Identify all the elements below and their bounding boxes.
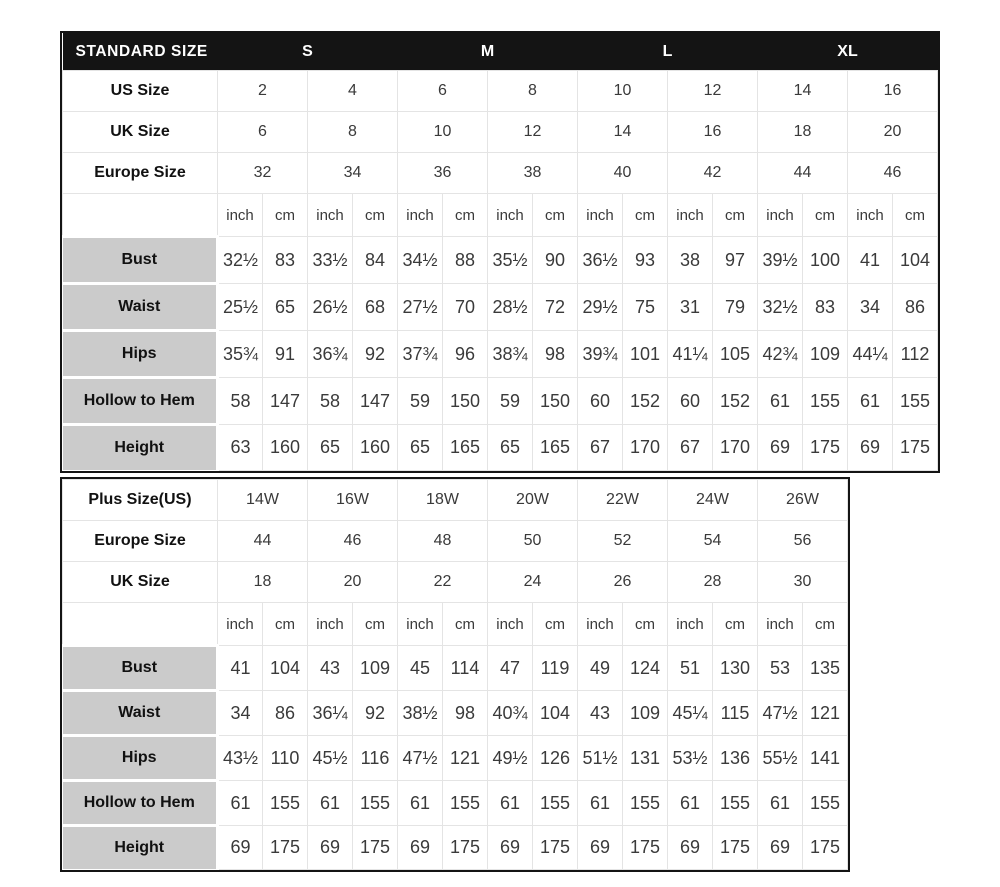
measure-cell: 175	[263, 826, 308, 870]
size-cell: 20W	[488, 480, 578, 521]
measure-cell: 124	[623, 646, 668, 691]
measure-cell: 101	[623, 331, 668, 378]
measure-cell: 45½	[308, 736, 353, 781]
measure-cell: 61	[578, 781, 623, 826]
measure-cell: 72	[533, 284, 578, 331]
measure-cell: 69	[398, 826, 443, 870]
measure-cell: 36¼	[308, 691, 353, 736]
measure-cell: 69	[488, 826, 533, 870]
size-cell: 52	[578, 521, 668, 562]
size-cell: 18W	[398, 480, 488, 521]
measure-cell: 61	[668, 781, 713, 826]
row-label: Hollow to Hem	[63, 378, 218, 425]
measure-cell: 115	[713, 691, 758, 736]
unit-cell: cm	[353, 194, 398, 237]
unit-cell: inch	[398, 603, 443, 646]
size-cell: 26	[578, 562, 668, 603]
measure-cell: 43½	[218, 736, 263, 781]
unit-cell: cm	[803, 194, 848, 237]
size-cell: 30	[758, 562, 848, 603]
measure-cell: 69	[758, 826, 803, 870]
unit-cell: cm	[623, 603, 668, 646]
measure-cell: 37¾	[398, 331, 443, 378]
measure-cell: 65	[398, 425, 443, 471]
unit-cell: cm	[263, 603, 308, 646]
size-group-header: M	[398, 33, 578, 71]
measurement-row	[63, 237, 938, 284]
measure-cell: 90	[533, 237, 578, 284]
measure-cell: 92	[353, 331, 398, 378]
size-cell: 36	[398, 153, 488, 194]
measure-cell: 155	[893, 378, 938, 425]
measure-cell: 53½	[668, 736, 713, 781]
measure-cell: 105	[713, 331, 758, 378]
unit-cell: inch	[308, 194, 353, 237]
size-cell: 20	[848, 112, 938, 153]
row-label: Hips	[63, 331, 218, 378]
unit-cell: inch	[578, 194, 623, 237]
unit-row	[63, 194, 938, 237]
measure-cell: 38½	[398, 691, 443, 736]
measure-cell: 92	[353, 691, 398, 736]
row-label: Hips	[63, 736, 218, 781]
measure-cell: 65	[263, 284, 308, 331]
unit-cell: cm	[263, 194, 308, 237]
measure-cell: 135	[803, 646, 848, 691]
measure-cell: 35¾	[218, 331, 263, 378]
measure-cell: 32½	[758, 284, 803, 331]
measure-cell: 68	[353, 284, 398, 331]
measure-cell: 109	[353, 646, 398, 691]
measure-cell: 67	[578, 425, 623, 471]
measure-cell: 155	[443, 781, 488, 826]
measure-cell: 141	[803, 736, 848, 781]
size-cell: 8	[308, 112, 398, 153]
measure-cell: 47½	[398, 736, 443, 781]
measure-cell: 98	[533, 331, 578, 378]
measure-cell: 96	[443, 331, 488, 378]
size-group-header: S	[218, 33, 398, 71]
size-cell: 6	[218, 112, 308, 153]
measure-cell: 116	[353, 736, 398, 781]
unit-cell: cm	[353, 603, 398, 646]
measure-cell: 104	[263, 646, 308, 691]
measure-cell: 63	[218, 425, 263, 471]
row-label: Bust	[63, 646, 218, 691]
measurement-row	[63, 284, 938, 331]
measure-cell: 69	[578, 826, 623, 870]
measure-cell: 147	[263, 378, 308, 425]
size-conversion-row	[63, 153, 938, 194]
measure-cell: 160	[263, 425, 308, 471]
size-cell: 24W	[668, 480, 758, 521]
measure-cell: 114	[443, 646, 488, 691]
measure-cell: 175	[893, 425, 938, 471]
measure-cell: 28½	[488, 284, 533, 331]
unit-cell: inch	[398, 194, 443, 237]
row-label: Hollow to Hem	[63, 781, 218, 826]
measure-cell: 29½	[578, 284, 623, 331]
measure-cell: 45	[398, 646, 443, 691]
measure-cell: 38¾	[488, 331, 533, 378]
measure-cell: 155	[533, 781, 578, 826]
unit-cell: inch	[758, 603, 803, 646]
measure-cell: 59	[398, 378, 443, 425]
size-cell: 4	[308, 71, 398, 112]
measurement-row	[63, 826, 848, 870]
row-label: Waist	[63, 691, 218, 736]
unit-row-label	[63, 603, 218, 646]
measure-cell: 93	[623, 237, 668, 284]
measure-cell: 47	[488, 646, 533, 691]
size-cell: 22	[398, 562, 488, 603]
measure-cell: 79	[713, 284, 758, 331]
measurement-row	[63, 331, 938, 378]
measure-cell: 155	[263, 781, 308, 826]
measure-cell: 150	[443, 378, 488, 425]
measurement-row	[63, 378, 938, 425]
measure-cell: 75	[623, 284, 668, 331]
measure-cell: 155	[713, 781, 758, 826]
row-label: Europe Size	[63, 153, 218, 194]
measure-cell: 58	[308, 378, 353, 425]
unit-cell: inch	[488, 194, 533, 237]
measure-cell: 165	[533, 425, 578, 471]
measure-cell: 36¾	[308, 331, 353, 378]
size-cell: 16	[668, 112, 758, 153]
measure-cell: 61	[758, 781, 803, 826]
measure-cell: 69	[758, 425, 803, 471]
measure-cell: 51	[668, 646, 713, 691]
size-cell: 8	[488, 71, 578, 112]
measure-cell: 45¼	[668, 691, 713, 736]
size-cell: 14	[758, 71, 848, 112]
measure-cell: 86	[893, 284, 938, 331]
measure-cell: 175	[803, 826, 848, 870]
unit-cell: inch	[758, 194, 803, 237]
measurement-row	[63, 781, 848, 826]
measure-cell: 58	[218, 378, 263, 425]
measure-cell: 25½	[218, 284, 263, 331]
measure-cell: 35½	[488, 237, 533, 284]
measure-cell: 136	[713, 736, 758, 781]
size-cell: 34	[308, 153, 398, 194]
measure-cell: 69	[668, 826, 713, 870]
measure-cell: 175	[623, 826, 668, 870]
measure-cell: 147	[353, 378, 398, 425]
measure-cell: 42¾	[758, 331, 803, 378]
measure-cell: 126	[533, 736, 578, 781]
size-cell: 44	[758, 153, 848, 194]
row-label: US Size	[63, 71, 218, 112]
unit-cell: inch	[308, 603, 353, 646]
measure-cell: 65	[308, 425, 353, 471]
measure-cell: 60	[668, 378, 713, 425]
measure-cell: 53	[758, 646, 803, 691]
row-label: UK Size	[63, 112, 218, 153]
row-label: Waist	[63, 284, 218, 331]
unit-cell: inch	[668, 603, 713, 646]
unit-cell: cm	[803, 603, 848, 646]
row-label: Europe Size	[63, 521, 218, 562]
measure-cell: 109	[623, 691, 668, 736]
size-cell: 2	[218, 71, 308, 112]
measure-cell: 109	[803, 331, 848, 378]
measure-cell: 32½	[218, 237, 263, 284]
measure-cell: 110	[263, 736, 308, 781]
measure-cell: 40¾	[488, 691, 533, 736]
table-header-row	[63, 33, 938, 71]
size-cell: 20	[308, 562, 398, 603]
measurement-row	[63, 691, 848, 736]
measure-cell: 44¼	[848, 331, 893, 378]
unit-cell: cm	[533, 194, 578, 237]
measure-cell: 175	[713, 826, 758, 870]
measure-cell: 83	[803, 284, 848, 331]
size-conversion-row	[63, 480, 848, 521]
unit-cell: inch	[578, 603, 623, 646]
measure-cell: 61	[848, 378, 893, 425]
measurement-row	[63, 646, 848, 691]
size-conversion-row	[63, 562, 848, 603]
measure-cell: 33½	[308, 237, 353, 284]
measure-cell: 98	[443, 691, 488, 736]
size-cell: 54	[668, 521, 758, 562]
size-cell: 28	[668, 562, 758, 603]
measure-cell: 49	[578, 646, 623, 691]
measure-cell: 27½	[398, 284, 443, 331]
row-label: Height	[63, 425, 218, 471]
unit-cell: cm	[713, 194, 758, 237]
size-cell: 38	[488, 153, 578, 194]
size-cell: 12	[488, 112, 578, 153]
size-cell: 46	[308, 521, 398, 562]
measure-cell: 104	[893, 237, 938, 284]
row-label: Plus Size(US)	[63, 480, 218, 521]
unit-cell: cm	[623, 194, 668, 237]
measure-cell: 152	[623, 378, 668, 425]
measure-cell: 39½	[758, 237, 803, 284]
unit-cell: cm	[893, 194, 938, 237]
row-label: UK Size	[63, 562, 218, 603]
measure-cell: 69	[218, 826, 263, 870]
measure-cell: 97	[713, 237, 758, 284]
measure-cell: 175	[533, 826, 578, 870]
size-cell: 10	[398, 112, 488, 153]
plus-size-table	[60, 477, 850, 872]
measure-cell: 121	[443, 736, 488, 781]
size-conversion-row	[63, 71, 938, 112]
measure-cell: 83	[263, 237, 308, 284]
measure-cell: 39¾	[578, 331, 623, 378]
measure-cell: 60	[578, 378, 623, 425]
measure-cell: 55½	[758, 736, 803, 781]
size-cell: 6	[398, 71, 488, 112]
measure-cell: 34	[218, 691, 263, 736]
measure-cell: 170	[713, 425, 758, 471]
size-cell: 14W	[218, 480, 308, 521]
measure-cell: 104	[533, 691, 578, 736]
size-group-header: XL	[758, 33, 938, 71]
standard-size-table-grid	[62, 33, 938, 471]
measure-cell: 36½	[578, 237, 623, 284]
size-conversion-row	[63, 112, 938, 153]
measure-cell: 69	[308, 826, 353, 870]
unit-row	[63, 603, 848, 646]
size-cell: 26W	[758, 480, 848, 521]
size-cell: 46	[848, 153, 938, 194]
measure-cell: 155	[803, 378, 848, 425]
size-cell: 18	[218, 562, 308, 603]
measure-cell: 165	[443, 425, 488, 471]
measure-cell: 152	[713, 378, 758, 425]
measure-cell: 61	[308, 781, 353, 826]
measure-cell: 43	[308, 646, 353, 691]
measure-cell: 150	[533, 378, 578, 425]
measure-cell: 34½	[398, 237, 443, 284]
measure-cell: 61	[488, 781, 533, 826]
measurement-row	[63, 736, 848, 781]
measure-cell: 155	[353, 781, 398, 826]
measure-cell: 91	[263, 331, 308, 378]
measure-cell: 65	[488, 425, 533, 471]
unit-cell: inch	[218, 603, 263, 646]
measure-cell: 160	[353, 425, 398, 471]
size-cell: 12	[668, 71, 758, 112]
measure-cell: 155	[803, 781, 848, 826]
measure-cell: 112	[893, 331, 938, 378]
measure-cell: 86	[263, 691, 308, 736]
size-cell: 50	[488, 521, 578, 562]
measure-cell: 31	[668, 284, 713, 331]
measure-cell: 59	[488, 378, 533, 425]
measure-cell: 47½	[758, 691, 803, 736]
measure-cell: 131	[623, 736, 668, 781]
measure-cell: 88	[443, 237, 488, 284]
size-cell: 24	[488, 562, 578, 603]
row-label: Bust	[63, 237, 218, 284]
unit-row-label	[63, 194, 218, 237]
size-cell: 18	[758, 112, 848, 153]
size-cell: 10	[578, 71, 668, 112]
size-cell: 22W	[578, 480, 668, 521]
measure-cell: 130	[713, 646, 758, 691]
unit-cell: inch	[668, 194, 713, 237]
measure-cell: 170	[623, 425, 668, 471]
measure-cell: 100	[803, 237, 848, 284]
size-cell: 14	[578, 112, 668, 153]
plus-size-table-grid	[62, 479, 848, 870]
unit-cell: cm	[713, 603, 758, 646]
measure-cell: 41	[848, 237, 893, 284]
unit-cell: cm	[443, 603, 488, 646]
measure-cell: 84	[353, 237, 398, 284]
table-title: STANDARD SIZE	[63, 33, 218, 71]
standard-size-table	[60, 31, 940, 473]
measure-cell: 61	[398, 781, 443, 826]
measure-cell: 51½	[578, 736, 623, 781]
size-conversion-row	[63, 521, 848, 562]
size-group-header: L	[578, 33, 758, 71]
measure-cell: 41	[218, 646, 263, 691]
unit-cell: inch	[488, 603, 533, 646]
unit-cell: cm	[533, 603, 578, 646]
measure-cell: 61	[758, 378, 803, 425]
size-cell: 56	[758, 521, 848, 562]
unit-cell: cm	[443, 194, 488, 237]
measure-cell: 41¼	[668, 331, 713, 378]
measure-cell: 70	[443, 284, 488, 331]
measure-cell: 119	[533, 646, 578, 691]
measure-cell: 38	[668, 237, 713, 284]
measure-cell: 49½	[488, 736, 533, 781]
row-label: Height	[63, 826, 218, 870]
measure-cell: 69	[848, 425, 893, 471]
size-cell: 44	[218, 521, 308, 562]
size-cell: 40	[578, 153, 668, 194]
unit-cell: inch	[218, 194, 263, 237]
measure-cell: 175	[353, 826, 398, 870]
size-cell: 48	[398, 521, 488, 562]
measure-cell: 121	[803, 691, 848, 736]
measure-cell: 67	[668, 425, 713, 471]
measure-cell: 43	[578, 691, 623, 736]
measure-cell: 175	[803, 425, 848, 471]
size-cell: 42	[668, 153, 758, 194]
measure-cell: 34	[848, 284, 893, 331]
measure-cell: 26½	[308, 284, 353, 331]
unit-cell: inch	[848, 194, 893, 237]
size-cell: 16W	[308, 480, 398, 521]
measure-cell: 175	[443, 826, 488, 870]
size-cell: 16	[848, 71, 938, 112]
size-cell: 32	[218, 153, 308, 194]
measure-cell: 61	[218, 781, 263, 826]
measure-cell: 155	[623, 781, 668, 826]
measurement-row	[63, 425, 938, 471]
